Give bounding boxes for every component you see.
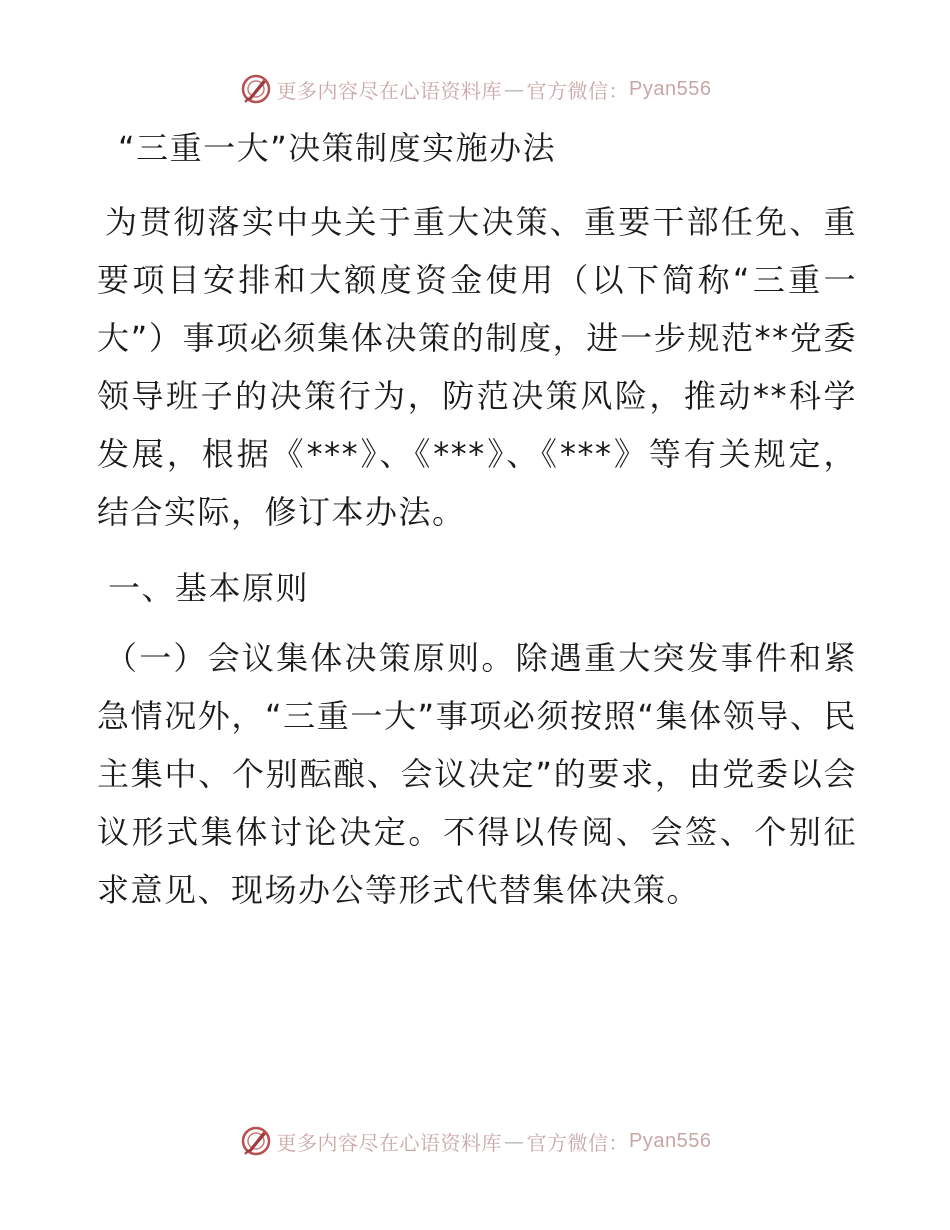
- header-watermark: [0, 72, 950, 106]
- watermark-wechat-id: Pyan556: [629, 1129, 712, 1152]
- footer-watermark: [0, 1124, 950, 1158]
- quill-circle-icon: [239, 1124, 273, 1158]
- quill-circle-icon: [239, 72, 273, 106]
- document-title: “三重一大”决策制度实施办法: [118, 129, 557, 167]
- watermark-separator: —: [504, 77, 525, 101]
- watermark-wechat-id: Pyan556: [629, 77, 712, 100]
- rule-1-paragraph: （一）会议集体决策原则。除遇重大突发事件和紧急情况外，“三重一大”事项必须按照“集体领导、民主集中、个别酝酿、会议决定”的要求，由党委以会议形式集体讨论决定。不得以传阅、会签、个别征求意见、现场办公等形式代替集体决策。: [97, 639, 857, 909]
- watermark-separator: —: [504, 1129, 525, 1153]
- section-heading-basic-principles: 一、基本原则: [108, 569, 310, 607]
- intro-paragraph: 为贯彻落实中央关于重大决策、重要干部任免、重要项目安排和大额度资金使用（以下简称“三重一大”）事项必须集体决策的制度，进一步规范**党委领导班子的决策行为，防范决策风险，推动**科学发展，根据《***》、《***》、《***》等有关规定，结合实际，修订本办法。: [97, 203, 857, 531]
- watermark-brand: 更多内容尽在心语资料库: [276, 1130, 503, 1155]
- watermark-wechat-label: 官方微信：: [526, 1130, 630, 1155]
- watermark-brand: 更多内容尽在心语资料库: [276, 78, 503, 103]
- watermark-wechat-label: 官方微信：: [526, 78, 630, 103]
